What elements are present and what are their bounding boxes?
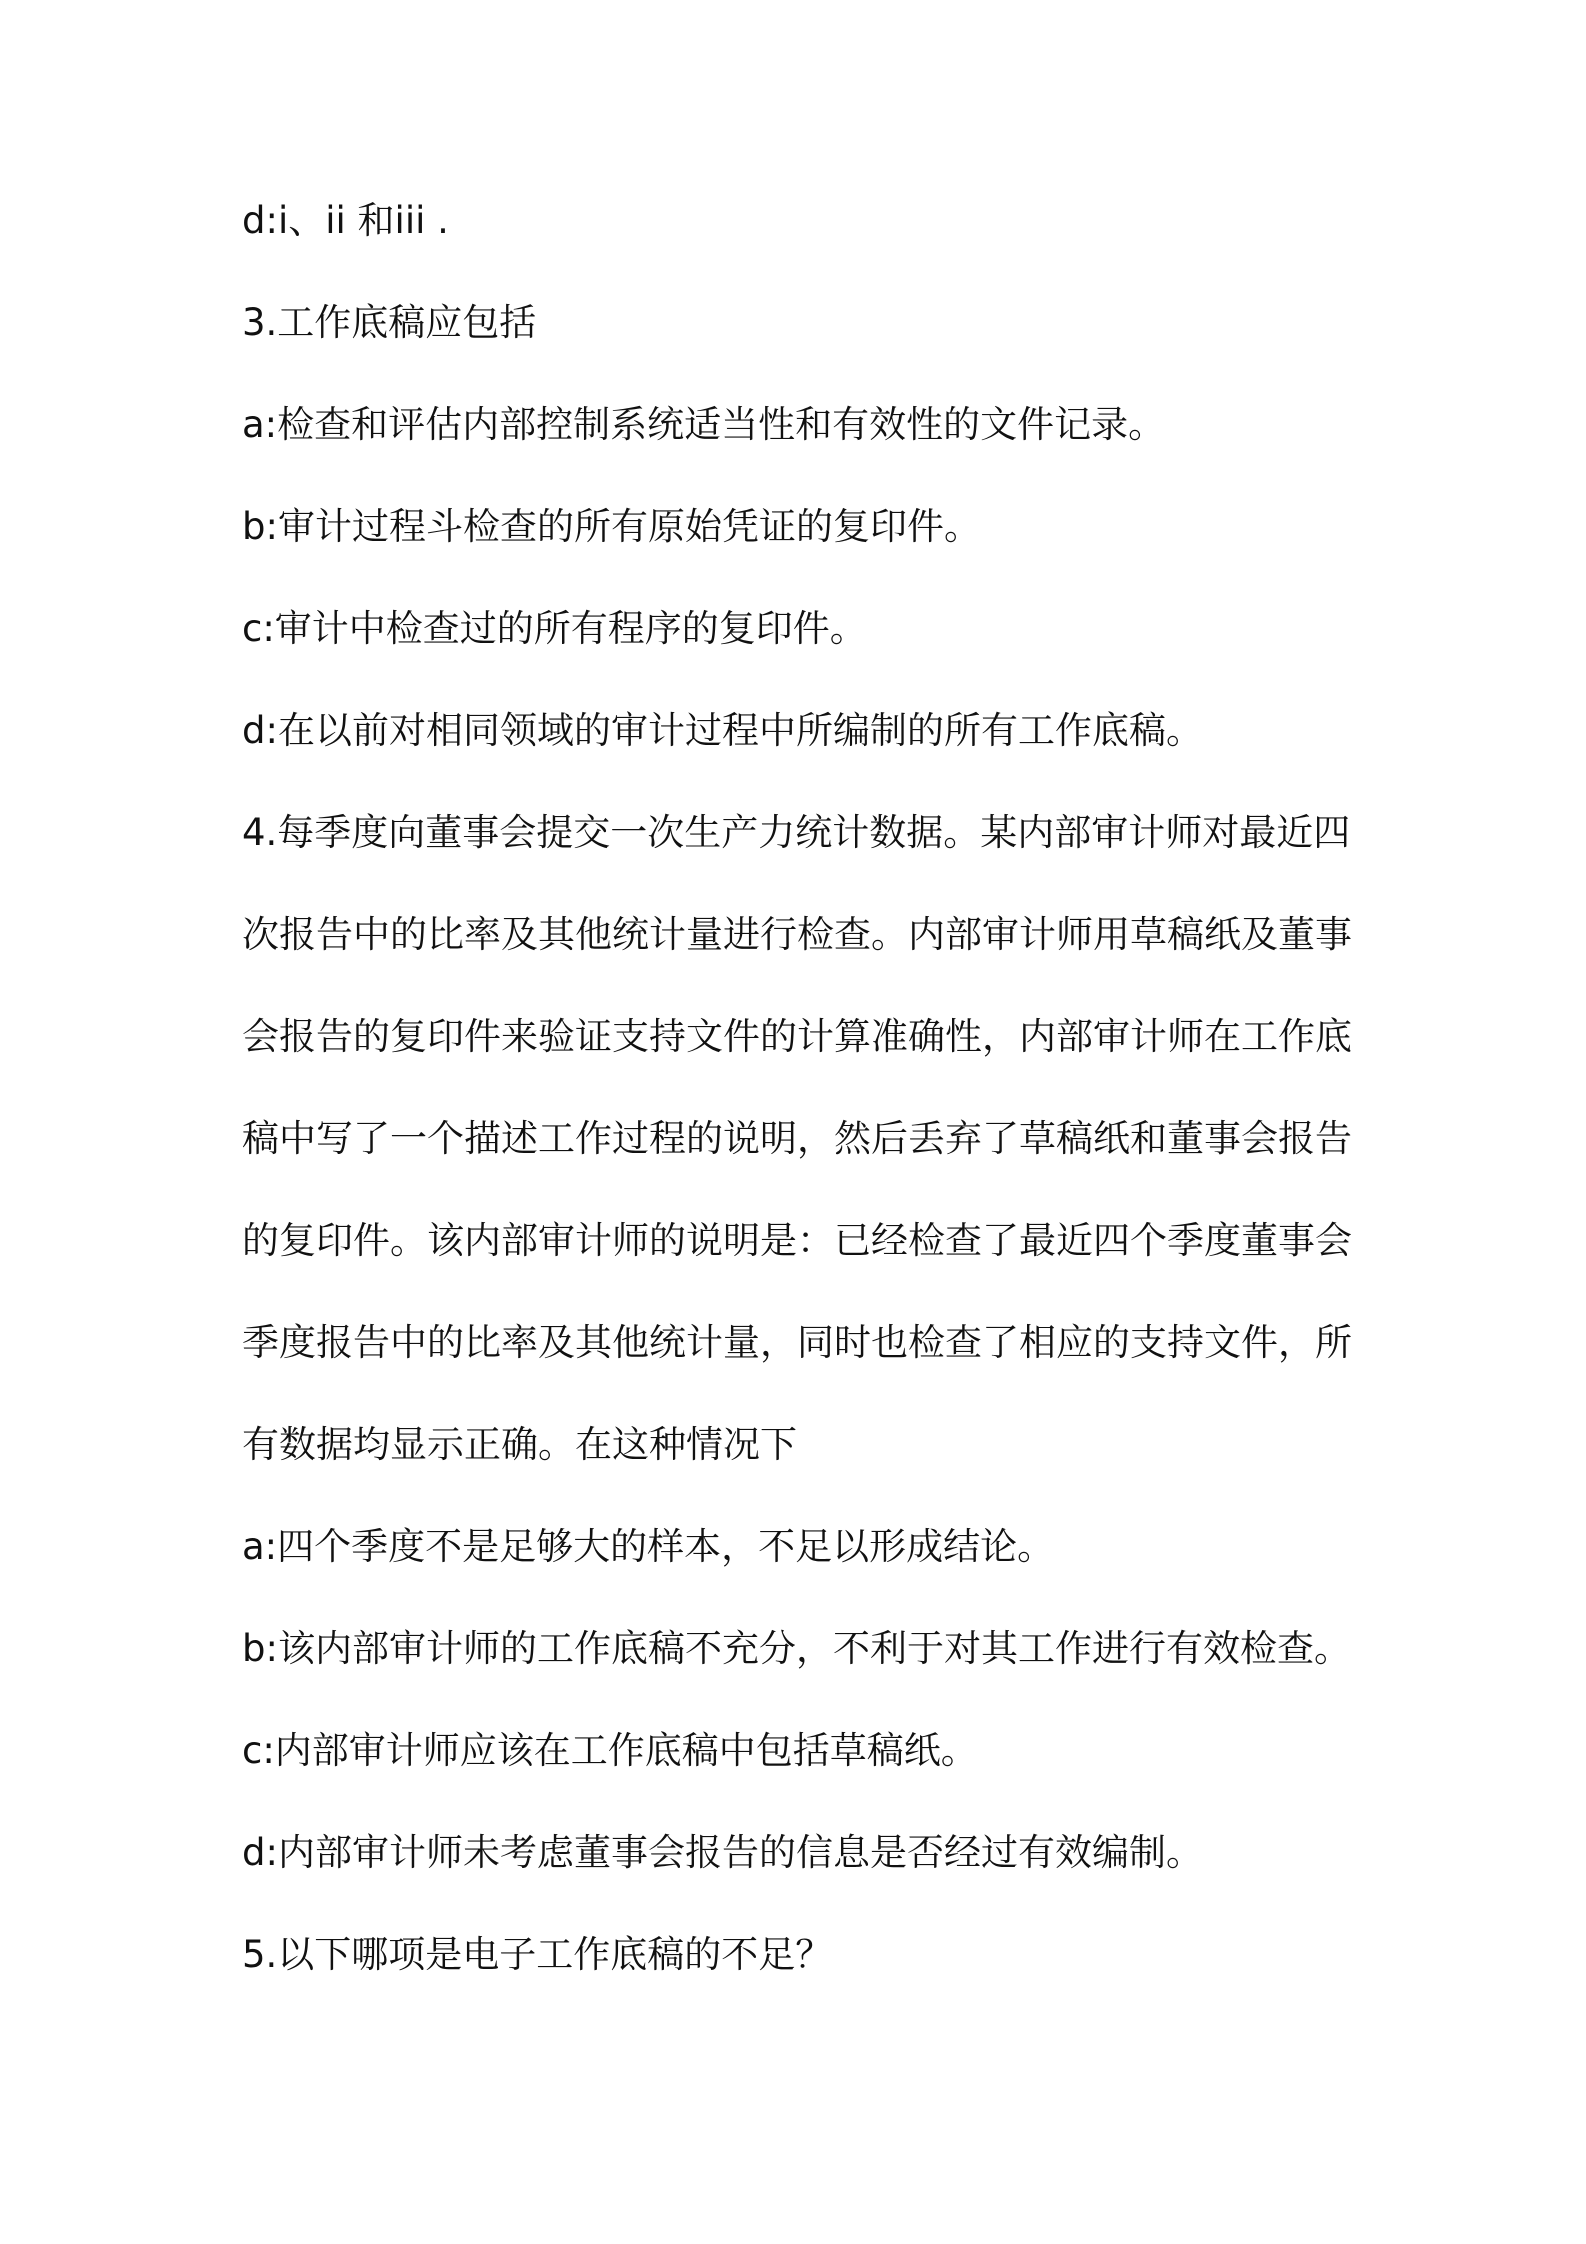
question-3-option-a: a:检查和评估内部控制系统适当性和有效性的文件记录。 xyxy=(242,403,1166,446)
option-d-prev: d:i、ii 和iii . xyxy=(242,199,449,242)
question-4-line: 会报告的复印件来验证支持文件的计算准确性，内部审计师在工作底 xyxy=(242,1015,1352,1058)
question-4-option-c: c:内部审计师应该在工作底稿中包括草稿纸。 xyxy=(242,1729,978,1772)
document-body xyxy=(242,190,1352,2026)
question-4-line: 有数据均显示正确。在这种情况下 xyxy=(242,1423,797,1466)
question-4-line: 4.每季度向董事会提交一次生产力统计数据。某内部审计师对最近四 xyxy=(242,811,1351,854)
question-4-option-b: b:该内部审计师的工作底稿不充分，不利于对其工作进行有效检查。 xyxy=(242,1627,1351,1670)
question-4-line: 季度报告中的比率及其他统计量，同时也检查了相应的支持文件，所 xyxy=(242,1321,1352,1364)
question-4-stem xyxy=(242,802,1352,1516)
question-4-line: 次报告中的比率及其他统计量进行检查。内部审计师用草稿纸及董事 xyxy=(242,913,1352,956)
question-4-option-a: a:四个季度不是足够大的样本，不足以形成结论。 xyxy=(242,1525,1055,1568)
question-3-option-d: d:在以前对相同领域的审计过程中所编制的所有工作底稿。 xyxy=(242,709,1203,752)
question-5-title: 5.以下哪项是电子工作底稿的不足？ xyxy=(242,1933,833,1976)
question-3-option-b: b:审计过程斗检查的所有原始凭证的复印件。 xyxy=(242,505,981,548)
question-3-option-c: c:审计中检查过的所有程序的复印件。 xyxy=(242,607,867,650)
question-4-option-d: d:内部审计师未考虑董事会报告的信息是否经过有效编制。 xyxy=(242,1831,1203,1874)
question-4-line: 的复印件。该内部审计师的说明是：已经检查了最近四个季度董事会 xyxy=(242,1219,1352,1262)
question-4-line: 稿中写了一个描述工作过程的说明，然后丢弃了草稿纸和董事会报告 xyxy=(242,1117,1352,1160)
question-3-title: 3.工作底稿应包括 xyxy=(242,301,537,344)
